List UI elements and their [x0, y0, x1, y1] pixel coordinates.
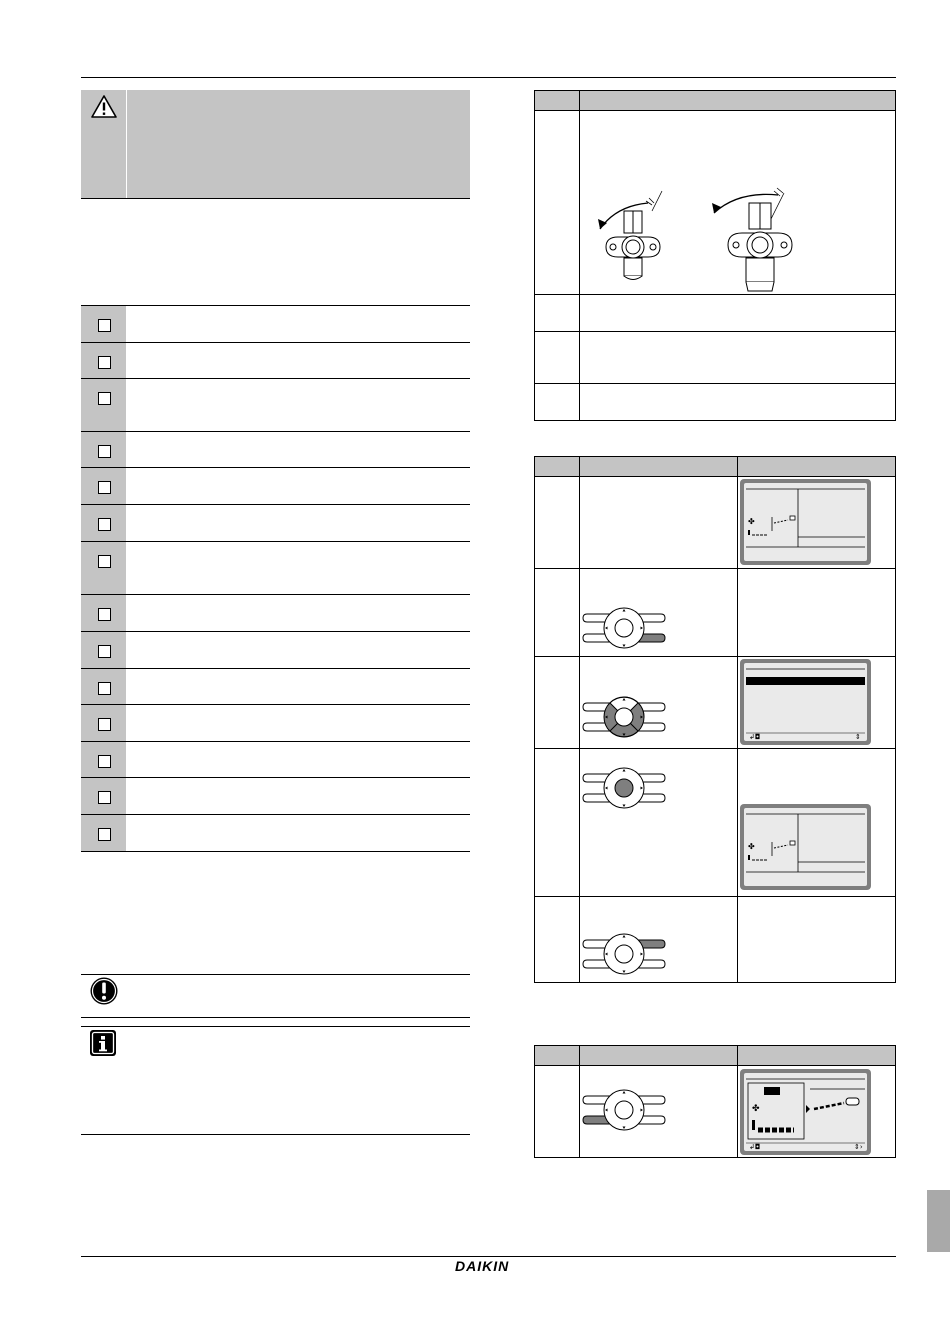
checklist-row: [81, 595, 470, 632]
checkbox[interactable]: [98, 319, 111, 332]
valve-steps-table: [534, 90, 896, 421]
checkbox[interactable]: [98, 356, 111, 369]
lcd-screen-home-2: [740, 804, 871, 890]
warning-rule: [81, 198, 470, 199]
checklist-row: [81, 815, 470, 852]
controller-buttons-arrows[interactable]: [581, 695, 667, 741]
checkbox[interactable]: [98, 608, 111, 621]
checklist-row: [81, 669, 470, 705]
checkbox[interactable]: [98, 392, 111, 405]
checkbox[interactable]: [98, 518, 111, 531]
checkbox[interactable]: [98, 791, 111, 804]
svg-text:↲◘: ↲◘: [749, 1143, 761, 1151]
info-rule-bottom: [81, 1134, 470, 1135]
controller-buttons-ok[interactable]: [581, 766, 667, 812]
info-rule-top: [81, 1026, 470, 1027]
checklist-row: [81, 705, 470, 742]
svg-text:✤: ✤: [752, 1104, 760, 1114]
warning-box: [81, 90, 470, 198]
checklist-row: [81, 379, 470, 432]
controller-buttons-menu[interactable]: [581, 606, 667, 652]
svg-text:✤: ✤: [748, 517, 755, 526]
checkbox[interactable]: [98, 755, 111, 768]
checklist-row: [81, 306, 470, 343]
caution-rule-top: [81, 974, 470, 975]
warning-triangle-icon: [90, 94, 118, 120]
checklist-row: [81, 505, 470, 542]
svg-text:⇕: ⇕: [855, 733, 861, 741]
lcd-screen-menu: [740, 659, 871, 745]
controller-buttons-left[interactable]: [581, 1088, 667, 1134]
checkbox[interactable]: [98, 828, 111, 841]
checklist-row: [81, 542, 470, 595]
language-side-tab: [927, 1190, 950, 1252]
lcd-screen-home: [740, 479, 871, 565]
svg-text:⇕›: ⇕›: [854, 1143, 863, 1151]
stop-valve-illustration: [588, 181, 798, 296]
checkbox[interactable]: [98, 682, 111, 695]
checkbox[interactable]: [98, 645, 111, 658]
checklist-row: [81, 432, 470, 468]
checklist-row: [81, 742, 470, 778]
svg-text:↲◘: ↲◘: [749, 733, 761, 741]
checkbox[interactable]: [98, 718, 111, 731]
lcd-screen-setting: [740, 1069, 871, 1155]
checkbox[interactable]: [98, 445, 111, 458]
checklist: [81, 305, 470, 852]
svg-text:✤: ✤: [748, 842, 755, 851]
header-rule: [81, 77, 896, 78]
caution-rule-bottom: [81, 1017, 470, 1018]
controller-steps-table: [534, 456, 896, 983]
checklist-row: [81, 778, 470, 815]
checklist-row: [81, 468, 470, 505]
footer-rule: [81, 1256, 896, 1257]
info-icon: [89, 1029, 117, 1057]
checkbox[interactable]: [98, 481, 111, 494]
daikin-logo: DAIKIN: [455, 1258, 510, 1274]
checklist-row: [81, 632, 470, 669]
checkbox[interactable]: [98, 555, 111, 568]
exclamation-circle-icon: [89, 976, 119, 1006]
checklist-row: [81, 343, 470, 379]
controller-step-table-2: [534, 1045, 896, 1158]
controller-buttons-cancel[interactable]: [581, 932, 667, 978]
